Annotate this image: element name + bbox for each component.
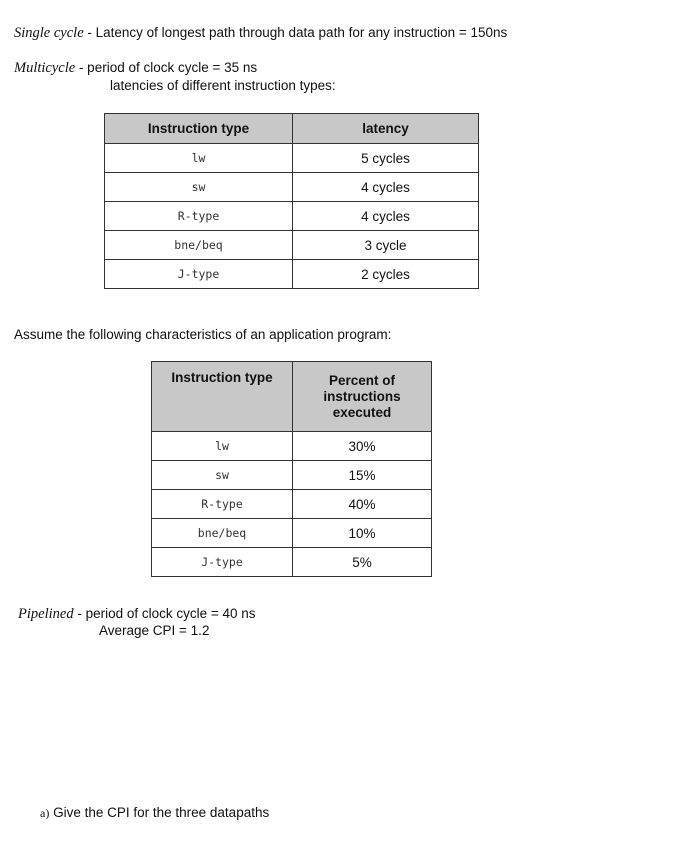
question-a <box>40 805 269 821</box>
percent-header-percent: Percent of instructions executed <box>293 362 432 432</box>
latency-cell: 2 cycles <box>293 260 479 289</box>
table-row <box>152 490 432 519</box>
instruction-type-cell: R-type <box>152 490 293 519</box>
latency-table <box>104 113 479 289</box>
pipelined-text: - period of clock cycle = 40 ns <box>73 606 256 621</box>
latency-header-latency: latency <box>293 114 479 144</box>
latency-cell: 4 cycles <box>293 173 479 202</box>
table-row <box>152 432 432 461</box>
table-row <box>152 519 432 548</box>
table-row <box>105 144 479 173</box>
instruction-type-cell: lw <box>152 432 293 461</box>
pipelined-subtext: Average CPI = 1.2 <box>99 623 210 638</box>
percent-cell: 30% <box>293 432 432 461</box>
percent-table-header <box>152 362 432 432</box>
instruction-type-cell: sw <box>105 173 293 202</box>
table-row <box>105 202 479 231</box>
latency-table-header <box>105 114 479 144</box>
question-text: Give the CPI for the three datapaths <box>53 805 270 820</box>
instruction-type-cell: bne/beq <box>152 519 293 548</box>
table-row <box>152 461 432 490</box>
single-cycle-label: Single cycle <box>14 25 84 41</box>
percent-table <box>151 361 432 577</box>
table-row <box>105 231 479 260</box>
instruction-type-cell: J-type <box>152 548 293 577</box>
latency-cell: 3 cycle <box>293 231 479 260</box>
instruction-type-cell: R-type <box>105 202 293 231</box>
latency-cell: 5 cycles <box>293 144 479 173</box>
single-cycle-text: - Latency of longest path through data path for any instruction = 150ns <box>83 25 508 40</box>
instruction-type-cell: bne/beq <box>105 231 293 260</box>
instruction-type-cell: J-type <box>105 260 293 289</box>
instruction-type-cell: lw <box>105 144 293 173</box>
multicycle-line <box>14 60 257 77</box>
multicycle-text: - period of clock cycle = 35 ns <box>75 60 258 75</box>
single-cycle-line <box>14 25 507 42</box>
pipelined-line <box>18 606 256 623</box>
table-row <box>105 173 479 202</box>
percent-cell: 10% <box>293 519 432 548</box>
percent-cell: 40% <box>293 490 432 519</box>
percent-cell: 15% <box>293 461 432 490</box>
latency-cell: 4 cycles <box>293 202 479 231</box>
multicycle-subtext: latencies of different instruction types: <box>110 78 336 93</box>
latency-header-type: Instruction type <box>105 114 293 144</box>
percent-header-type: Instruction type <box>152 362 293 432</box>
pipelined-label: Pipelined <box>18 606 74 622</box>
table-row <box>152 548 432 577</box>
percent-cell: 5% <box>293 548 432 577</box>
table-row <box>105 260 479 289</box>
instruction-type-cell: sw <box>152 461 293 490</box>
assume-text: Assume the following characteristics of an application program: <box>14 327 392 342</box>
multicycle-label: Multicycle <box>14 60 76 76</box>
question-marker: a) <box>40 806 50 820</box>
